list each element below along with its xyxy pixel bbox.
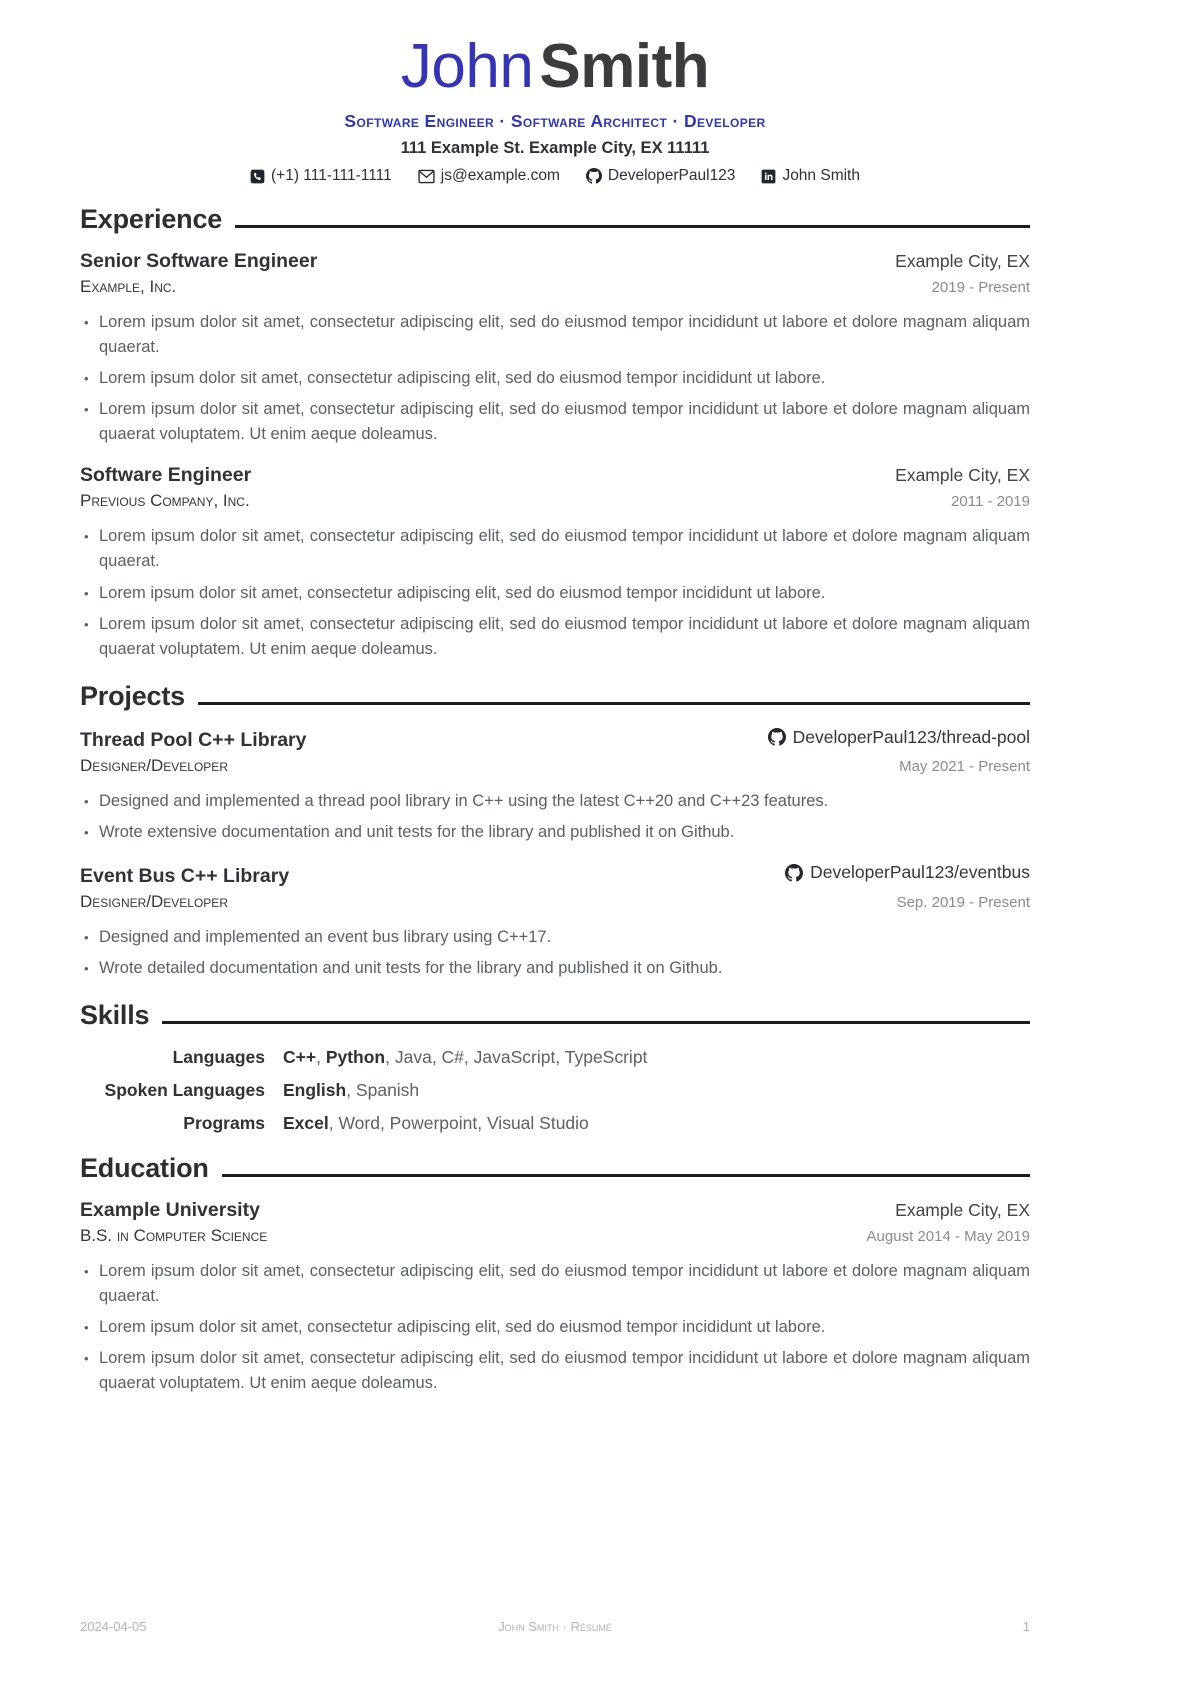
project-repo-link[interactable]	[768, 727, 1030, 748]
linkedin-icon	[761, 169, 776, 184]
linkedin-name: John Smith	[782, 167, 860, 184]
skill-category-label: Programs	[183, 1113, 265, 1134]
github-icon	[785, 864, 803, 882]
section-title: Projects	[80, 680, 185, 711]
project-entry	[80, 862, 1030, 981]
project-role: Designer/Developer	[80, 891, 228, 911]
bullet-item: • Designed and implemented an event bus library using C++17.	[84, 925, 1030, 950]
job-dates: 2011 - 2019	[951, 493, 1030, 511]
footer-date: 2024-04-05	[80, 1619, 147, 1634]
degree-name: B.S. in Computer Science	[80, 1226, 268, 1246]
section-heading	[80, 206, 1030, 233]
github-icon	[768, 728, 786, 746]
education-dates: August 2014 - May 2019	[866, 1228, 1030, 1246]
phone-icon	[250, 169, 265, 184]
bullet-list	[84, 524, 1030, 661]
contact-row	[80, 167, 1030, 185]
bullet-item: • Lorem ipsum dolor sit amet, consectetur adipiscing elit, sed do eiusmod tempor incididunt ut labore.	[84, 366, 1030, 391]
skill-values: Excel, Word, Powerpoint, Visual Studio	[283, 1113, 589, 1134]
section-rule	[162, 1021, 1030, 1024]
company-name: Example, Inc.	[80, 277, 177, 296]
project-entry	[80, 727, 1030, 846]
address: 111 Example St. Example City, EX 11111	[400, 139, 710, 157]
job-title: Software Engineer	[80, 464, 252, 487]
project-dates: Sep. 2019 - Present	[896, 893, 1030, 911]
company-name: Previous Company, Inc.	[80, 491, 250, 511]
section-heading	[80, 1155, 1030, 1182]
bullet-item: • Wrote detailed documentation and unit tests for the library and published it on Github.	[84, 956, 1030, 981]
bullet-item: • Lorem ipsum dolor sit amet, consectetur adipiscing elit, sed do eiusmod tempor incididunt ut labore.	[84, 1315, 1030, 1340]
section-experience	[80, 206, 1030, 662]
page-footer	[80, 1619, 1030, 1634]
job-title: Senior Software Engineer	[80, 250, 318, 272]
project-repo-link[interactable]	[785, 862, 1030, 883]
skill-category-label: Spoken Languages	[104, 1080, 265, 1101]
resume-header	[80, 32, 1030, 185]
repo-path: DeveloperPaul123/eventbus	[810, 862, 1030, 883]
job-dates: 2019 - Present	[931, 279, 1030, 296]
project-dates: May 2021 - Present	[899, 758, 1030, 776]
project-name: Thread Pool C++ Library	[80, 729, 307, 752]
job-titles: Software Engineer · Software Architect · Developer	[344, 111, 766, 131]
experience-entry	[80, 250, 1030, 447]
bullet-item: • Lorem ipsum dolor sit amet, consectetur adipiscing elit, sed do eiusmod tempor incididunt ut labore et dolore magnam aliquam quaerat.	[84, 1259, 1030, 1309]
bullet-list	[84, 310, 1030, 447]
footer-page-number: 1	[1022, 1619, 1031, 1634]
section-projects	[80, 680, 1030, 981]
section-heading	[80, 1002, 1030, 1029]
section-title: Experience	[80, 204, 223, 234]
contact-phone[interactable]	[250, 167, 392, 185]
section-rule	[235, 225, 1030, 228]
section-heading	[80, 680, 1030, 711]
first-name: John	[400, 32, 534, 101]
section-title: Skills	[80, 1000, 150, 1031]
contact-email[interactable]	[418, 167, 560, 185]
project-name: Event Bus C++ Library	[80, 864, 290, 887]
job-location: Example City, EX	[895, 251, 1030, 271]
experience-entry	[80, 464, 1030, 661]
bullet-item: • Lorem ipsum dolor sit amet, consectetur adipiscing elit, sed do eiusmod tempor incididunt ut labore et dolore magnam aliquam quaerat voluptatem. Ut enim aeque doleamus.	[84, 1346, 1030, 1396]
email-address: js@example.com	[440, 167, 560, 184]
bullet-item: • Designed and implemented a thread pool library in C++ using the latest C++20 and C++23 features.	[84, 789, 1030, 814]
phone-number: (+1) 111-111-1111	[271, 167, 392, 184]
contact-github[interactable]	[586, 167, 736, 185]
github-username: DeveloperPaul123	[607, 167, 736, 184]
bullet-list	[84, 789, 1030, 845]
email-icon	[418, 169, 435, 184]
job-location: Example City, EX	[895, 465, 1030, 486]
skill-values: English, Spanish	[283, 1080, 420, 1101]
full-name	[80, 32, 1030, 101]
bullet-item: • Lorem ipsum dolor sit amet, consectetur adipiscing elit, sed do eiusmod tempor incididunt ut labore et dolore magnam aliquam quaerat.	[84, 524, 1030, 574]
section-rule	[198, 702, 1030, 705]
bullet-item: • Lorem ipsum dolor sit amet, consectetur adipiscing elit, sed do eiusmod tempor incididunt ut labore et dolore magnam aliquam quaerat.	[84, 310, 1030, 360]
section-skills	[80, 1002, 1030, 1134]
bullet-item: • Lorem ipsum dolor sit amet, consectetur adipiscing elit, sed do eiusmod tempor incididunt ut labore.	[84, 581, 1030, 606]
bullet-list	[84, 925, 1030, 981]
bullet-item: • Lorem ipsum dolor sit amet, consectetur adipiscing elit, sed do eiusmod tempor incididunt ut labore et dolore magnam aliquam quaerat voluptatem. Ut enim aeque doleamus.	[84, 397, 1030, 447]
school-name: Example University	[80, 1199, 260, 1222]
section-education	[80, 1155, 1030, 1396]
section-title: Education	[80, 1153, 209, 1184]
section-rule	[222, 1174, 1030, 1177]
skill-category-label: Languages	[172, 1047, 265, 1068]
contact-linkedin[interactable]	[761, 167, 860, 185]
last-name: Smith	[539, 32, 710, 101]
bullet-item: • Lorem ipsum dolor sit amet, consectetur adipiscing elit, sed do eiusmod tempor incididunt ut labore et dolore magnam aliquam quaerat voluptatem. Ut enim aeque doleamus.	[84, 612, 1030, 662]
bullet-list	[84, 1259, 1030, 1396]
bullet-item: • Wrote extensive documentation and unit tests for the library and published it on Github.	[84, 820, 1030, 845]
education-entry	[80, 1199, 1030, 1396]
school-location: Example City, EX	[895, 1200, 1030, 1221]
project-role: Designer/Developer	[80, 756, 228, 776]
skills-table	[80, 1047, 1030, 1134]
skill-values: C++, Python, Java, C#, JavaScript, TypeScript	[283, 1047, 648, 1068]
footer-title: John Smith · Résumé	[498, 1619, 612, 1634]
repo-path: DeveloperPaul123/thread-pool	[792, 726, 1030, 747]
github-icon	[586, 168, 602, 184]
